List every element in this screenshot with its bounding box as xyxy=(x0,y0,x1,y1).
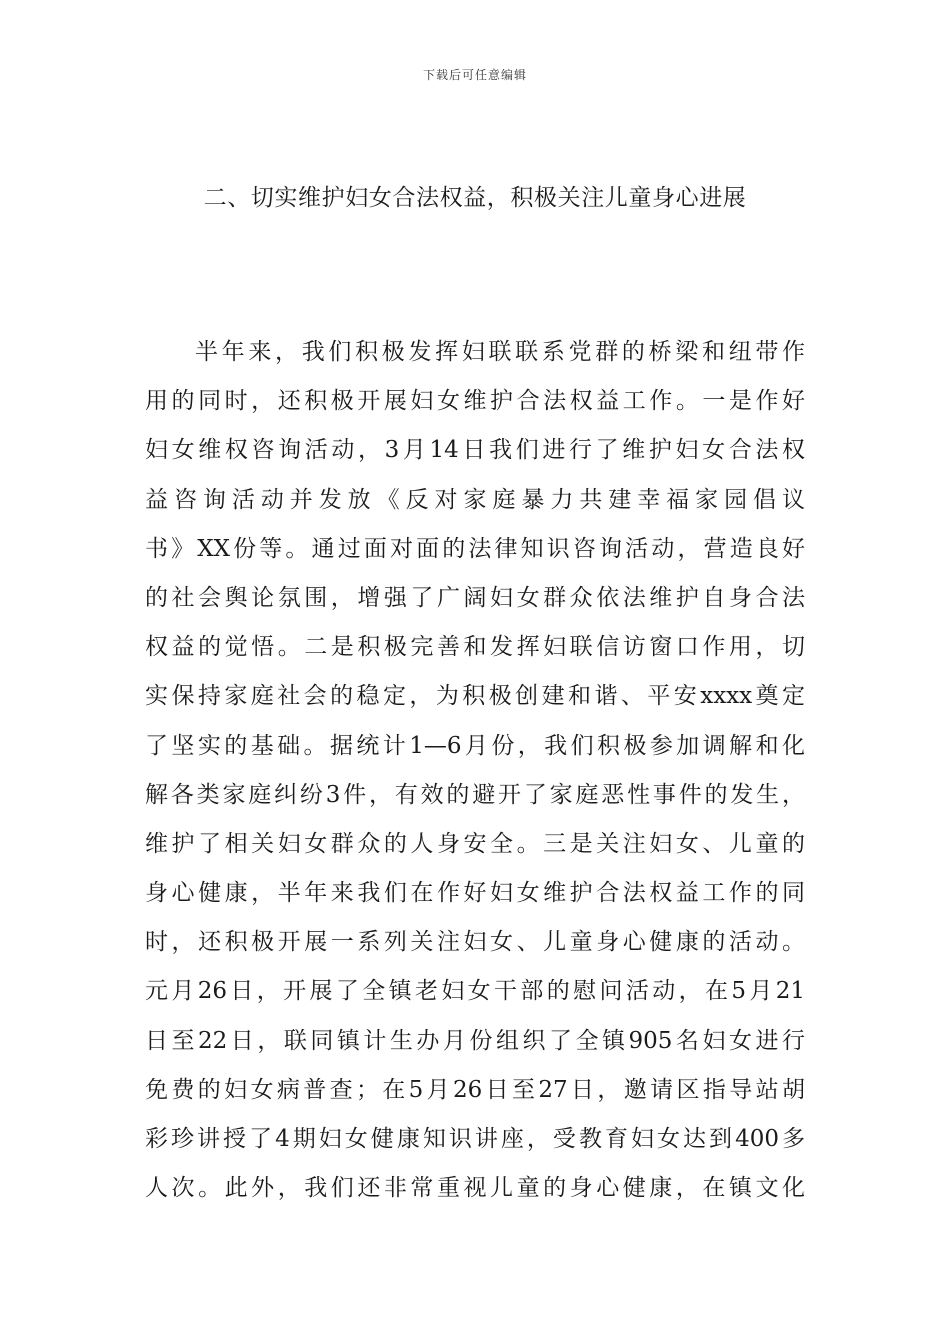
paragraph-line: 妇女维权咨询活动，3月14日我们进行了维护妇女合法权 xyxy=(145,437,805,464)
header-note: 下载后可任意编辑 xyxy=(422,68,527,82)
paragraph-line: 权益的觉悟。二是积极完善和发挥妇联信访窗口作用，切 xyxy=(145,634,805,661)
paragraph-line: 免费的妇女病普查；在5月26日至27日，邀请区指导站胡 xyxy=(145,1076,805,1103)
paragraph-line: 益咨询活动并发放《反对家庭暴力共建幸福家园倡议 xyxy=(145,486,805,513)
paragraph-line: 身心健康，半年来我们在作好妇女维护合法权益工作的同 xyxy=(145,880,805,907)
paragraph-line: 元月26日，开展了全镇老妇女干部的慰问活动，在5月21 xyxy=(145,978,805,1005)
paragraph-line: 解各类家庭纠纷3件，有效的避开了家庭恶性事件的发生， xyxy=(145,781,805,808)
paragraph-line: 维护了相关妇女群众的人身安全。三是关注妇女、儿童的 xyxy=(145,830,805,857)
paragraph-line: 书》XX份等。通过面对面的法律知识咨询活动，营造良好 xyxy=(145,535,805,562)
paragraph-line: 日至22日，联同镇计生办月份组织了全镇905名妇女进行 xyxy=(145,1027,805,1054)
paragraph-line: 的社会舆论氛围，增强了广阔妇女群众依法维护自身合法 xyxy=(145,584,805,611)
paragraph-line: 彩珍讲授了4期妇女健康知识讲座，受教育妇女达到400多 xyxy=(145,1126,805,1152)
paragraph-line: 半年来，我们积极发挥妇联联系党群的桥梁和纽带作 xyxy=(195,339,805,365)
section-title: 二、切实维护妇女合法权益，积极关注儿童身心进展 xyxy=(203,185,747,211)
paragraph-line: 实保持家庭社会的稳定，为积极创建和谐、平安xxxx奠定 xyxy=(145,683,805,710)
paragraph-line: 用的同时，还积极开展妇女维护合法权益工作。一是作好 xyxy=(145,388,805,415)
paragraph-line: 人次。此外，我们还非常重视儿童的身心健康，在镇文化 xyxy=(145,1175,805,1202)
paragraph-line: 时，还积极开展一系列关注妇女、儿童身心健康的活动。 xyxy=(145,929,805,956)
body-paragraph xyxy=(145,328,805,1213)
paragraph-line: 了坚实的基础。据统计1—6月份，我们积极参加调解和化 xyxy=(145,732,805,759)
